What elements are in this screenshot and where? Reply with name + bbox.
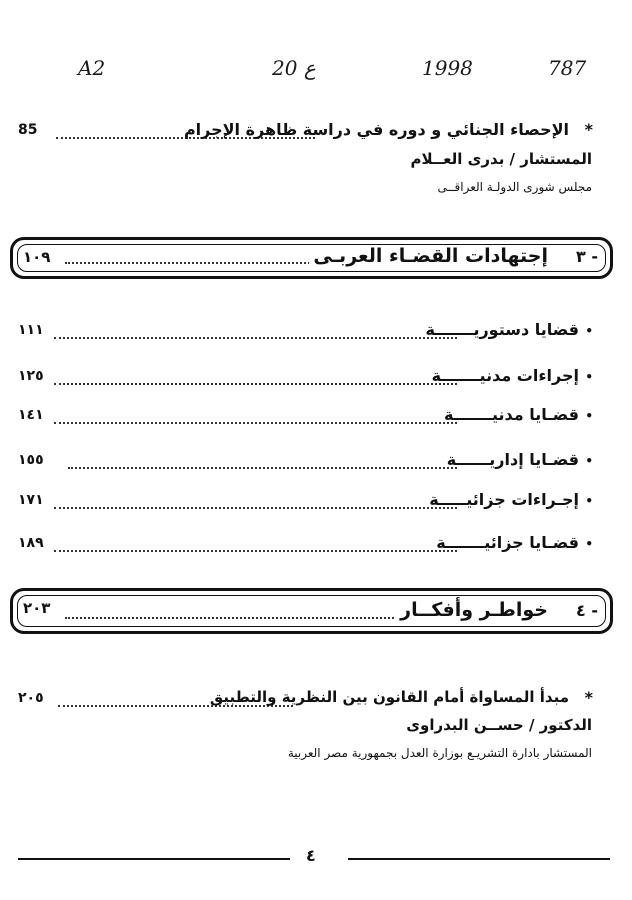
section-number: ٤ - [576, 601, 598, 620]
leader-dots [54, 422, 457, 424]
bullet-dot: • [585, 454, 593, 468]
bullet-dot: • [585, 537, 593, 551]
entry-author: المستشار / بدرى العــلام [410, 150, 592, 168]
bullet-star: * [584, 120, 593, 139]
handwritten-code: A2 [78, 56, 106, 80]
subsection-title: قضـايا جزائيـــــــة [436, 533, 579, 552]
toc-subsection[interactable] [18, 450, 593, 474]
entry-title: مبدأ المساواة أمام القانون بين النظرية والتطبيق [209, 688, 569, 706]
bullet-dot: • [585, 370, 593, 384]
bullet-dot: • [585, 494, 593, 508]
bullet-dot: • [585, 324, 593, 338]
subsection-title: قضـايا مدنيـــــــة [444, 405, 579, 424]
subsection-title: قضايا دستوريـــــــة [425, 320, 579, 339]
section-title: إجتهادات القضـاء العربـى [309, 245, 552, 267]
subsection-page: ١٨٩ [18, 535, 44, 551]
subsection-page: ١٥٥ [18, 452, 44, 468]
footer-rule-left [18, 858, 290, 860]
subsection-page: ١٢٥ [18, 368, 44, 384]
section-number: ٣ - [576, 247, 598, 266]
entry-page: 85 [18, 122, 38, 138]
entry-title: الإحصاء الجنائي و دوره في دراسة ظاهرة الإجرام [183, 120, 569, 139]
section-box-arab-judiciary[interactable] [10, 237, 613, 279]
entry-affiliation: مجلس شورى الدولـة العراقــى [437, 180, 592, 194]
section-page: ٢٠٣ [23, 599, 51, 617]
leader-dots [54, 550, 457, 552]
entry-author: الدكتور / حســن البدراوى [406, 716, 592, 734]
section-box-thoughts[interactable] [10, 588, 613, 634]
subsection-page: ١٤١ [18, 407, 44, 423]
toc-subsection[interactable] [18, 320, 593, 344]
bullet-star: * [584, 688, 593, 707]
entry-affiliation: المستشار بادارة التشريـع بوزارة العدل بجمهورية مصر العربية [287, 746, 592, 760]
toc-subsection[interactable] [18, 533, 593, 557]
subsection-page: ١١١ [18, 322, 44, 338]
subsection-title: إجراءات مدنيـــــــة [431, 366, 579, 385]
toc-entry-equality[interactable] [18, 688, 593, 712]
toc-entry-statistics[interactable] [18, 120, 593, 144]
toc-subsection[interactable] [18, 366, 593, 390]
toc-subsection[interactable] [18, 490, 593, 514]
handwritten-year: 1998 [422, 56, 473, 80]
bullet-dot: • [585, 409, 593, 423]
section-title: خواطـر وأفكــار [396, 599, 552, 621]
handwritten-issue: 20 ع [272, 56, 316, 80]
leader-dots [54, 337, 457, 339]
subsection-page: ١٧١ [18, 492, 44, 508]
footer-rule-right [348, 858, 610, 860]
footer-page-number: ٤ [306, 846, 316, 865]
toc-subsection[interactable] [18, 405, 593, 429]
leader-dots [68, 467, 457, 469]
entry-page: ٢٠٥ [18, 690, 44, 706]
subsection-title: قضـايا إداريــــــة [446, 450, 579, 469]
leader-dots [54, 507, 457, 509]
handwritten-number: 787 [548, 56, 587, 80]
leader-dots [54, 383, 457, 385]
section-page: ١٠٩ [23, 248, 51, 266]
leader-dots [65, 617, 430, 619]
subsection-title: إجـراءات جزائيـــــة [429, 490, 579, 509]
